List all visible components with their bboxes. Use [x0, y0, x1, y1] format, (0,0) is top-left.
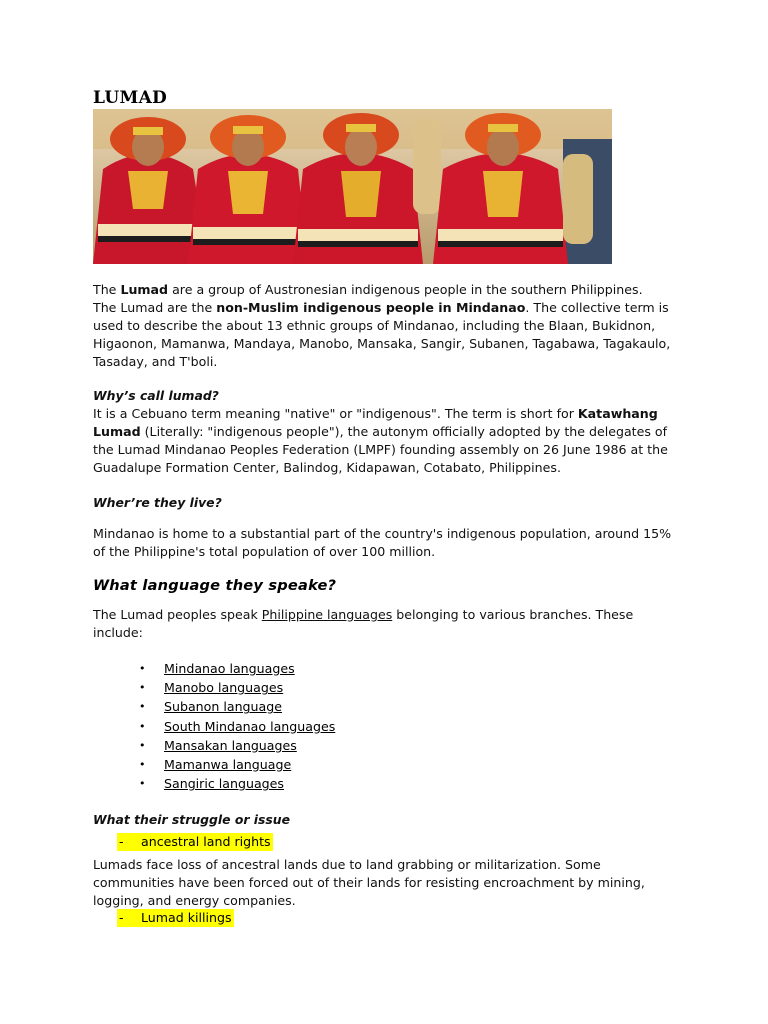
why-answer: [93, 405, 683, 477]
dash-marker: -: [119, 834, 124, 849]
language-link[interactable]: Mindanao languages: [164, 661, 295, 676]
intro-text: are a group of Austronesian indigenous people in the southern Philippines.: [168, 282, 643, 297]
language-heading: What language they speake?: [93, 577, 337, 594]
language-link[interactable]: Mansakan languages: [164, 737, 297, 753]
list-item: [93, 697, 335, 716]
bullet-icon: •: [139, 681, 146, 695]
list-item: [93, 717, 335, 736]
why-text: (Literally: "indigenous people"), the autonym officially adopted by the delegates of the Lumad Mindanao Peoples Federation (LMPF) founding assembly on 26 June 1986 at the Guadalupe Formation Center, Balindog, Kidapawan, Cotabato, Philippines.: [93, 424, 668, 475]
intro-text: The: [93, 282, 121, 297]
why-text: It is a Cebuano term meaning "native" or "indigenous". The term is short for: [93, 406, 578, 421]
intro-section: [93, 281, 683, 371]
struggle-text: Lumads face loss of ancestral lands due to land grabbing or militarization. Some communities have been forced out of their lands for resisting encroachment by mining, logging, and energy companies.: [93, 857, 645, 908]
language-link[interactable]: South Mindanao languages: [164, 718, 336, 734]
intro-text: . The collective term is used to describe the about 13 ethnic groups of Mindanao, including the Blaan, Bukidnon, Higaonon, Mamanwa, Mandaya, Manobo, Mansaka, Sangir, Subanen, Tagabawa, Tagakaulo, Tasaday, and T'boli.: [93, 300, 671, 369]
bullet-icon: •: [139, 738, 146, 752]
language-link[interactable]: Mamanwa language: [164, 757, 292, 773]
language-intro: [93, 606, 683, 642]
list-item: [93, 774, 335, 793]
why-bold-term: Katawhang Lumad: [93, 406, 658, 439]
where-question: Wher’re they live?: [93, 495, 222, 510]
highlighted-item-killings: [117, 909, 234, 927]
lumad-dancers-photo: [93, 109, 612, 264]
bullet-icon: •: [139, 719, 146, 733]
where-section: [93, 494, 683, 512]
highlighted-text: ancestral land rights: [141, 834, 271, 849]
struggle-section: [93, 811, 683, 829]
list-item: [93, 755, 335, 774]
where-answer: Mindanao is home to a substantial part of the country's indigenous population, around 15% of the Philippine's total population of over 100 million.: [93, 526, 672, 559]
intro-paragraph-2: [93, 299, 683, 371]
language-link[interactable]: Manobo languages: [164, 680, 284, 696]
document-title: LUMAD: [93, 88, 168, 108]
bullet-icon: •: [139, 777, 146, 791]
bullet-icon: •: [139, 758, 146, 772]
struggle-text-block: [93, 856, 683, 910]
list-item: [93, 736, 335, 755]
intro-paragraph-1: [93, 281, 683, 299]
philippine-languages-link[interactable]: Philippine languages: [261, 607, 393, 622]
language-text: The Lumad peoples speak: [93, 607, 262, 622]
where-answer-block: [93, 525, 683, 561]
language-link[interactable]: Subanon language: [164, 699, 282, 715]
bullet-icon: •: [139, 662, 146, 675]
intro-bold-term: Lumad: [120, 282, 169, 297]
why-question: Why’s call lumad?: [93, 388, 219, 403]
intro-text: The Lumad are the: [93, 300, 217, 315]
highlighted-text: Lumad killings: [141, 910, 232, 925]
highlighted-item-land-rights: [117, 833, 273, 851]
why-section: [93, 387, 683, 477]
intro-bold-term: non-Muslim indigenous people in Mindanao: [216, 300, 526, 315]
language-list: [93, 659, 335, 793]
language-text: belonging to various branches. These include:: [93, 607, 634, 640]
language-link[interactable]: Sangiric languages: [164, 776, 284, 792]
list-item: [93, 678, 335, 697]
struggle-question: What their struggle or issue: [93, 812, 290, 827]
bullet-icon: •: [139, 700, 146, 714]
dash-marker: -: [119, 910, 124, 925]
list-item: [93, 659, 335, 678]
